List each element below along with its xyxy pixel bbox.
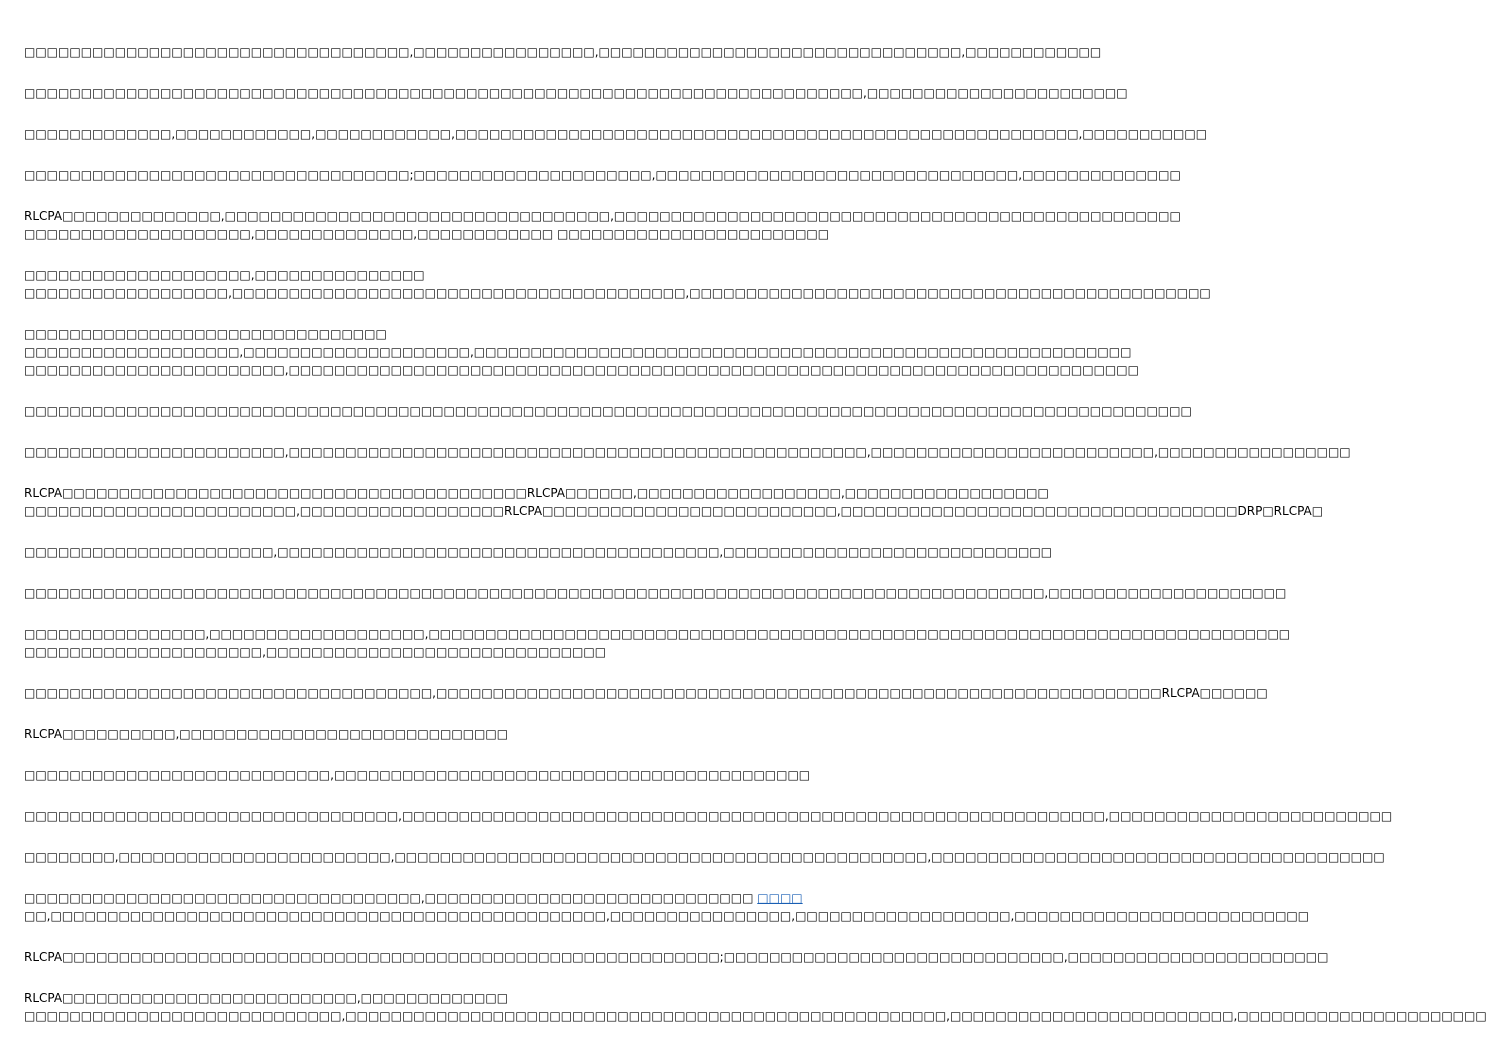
text-line: □□□□□□□□□□□□□□□□□□□□□□□□□□□□,□□□□□□□□□□□□□□□□□□□□□□□□□□□□□□□□□□□□□□□□□□□□□□□□□□□□□,□□□□□□□□□□□□□□□□□□□□□□□□□,□□□□□□□□□□□□□□□□□□□□□□ — [24, 1009, 1487, 1023]
text-line: □□□□□□□□□□□□□□□□□□□□□,□□□□□□□□□□□□□□□□□□□□□□□□□□□□□□ — [24, 645, 607, 659]
text-line: □□□□□□□□□□□□□□□□,□□□□□□□□□□□□□□□□□□□,□□□□□□□□□□□□□□□□□□□□□□□□□□□□□□□□□□□□□□□□□□□□□□□□□□□□□□□□□□□□□□□□□□□□□□□□□□□□ — [24, 627, 1291, 641]
text-line: □□□□□□□□□□□□□□□□□□□□□□□□□□□□□□□□□□□□□□□□□□□□□□□□□□□□□□□□□□□□□□□□□□□□□□□□□□□□□□□□□□□□□□□□□□□□□□□□□□□□□□□ — [24, 404, 1192, 418]
paragraph — [24, 948, 1329, 966]
paragraph — [24, 889, 1310, 925]
paragraph — [24, 484, 1324, 520]
text-line: □□□□□□□□□□□□□□□□□□□□□□□□□□□□□□□□□□□□,□□□□□□□□□□□□□□□□□□□□□□□□□□□□□□□□□□□□□□□□□□□□□□□□□□□□□□□□□□□□□□□□RLCPA□□□□□□ — [24, 686, 1268, 700]
text-line: □□□□□□□□,□□□□□□□□□□□□□□□□□□□□□□□□,□□□□□□□□□□□□□□□□□□□□□□□□□□□□□□□□□□□□□□□□□□□□□□□,□□□□□□□□□□□□□□□□□□□□□□□□□□□□□□□□□□□□□□□□ — [24, 850, 1385, 864]
text-line: □□□□□□□□□□□□□□□□□□□□□□□□□□□□□□□□ — [24, 327, 387, 341]
text-line: □□□□□□□□□□□□□□□□□□□□□□□□□□□□□□□□□□,□□□□□□□□□□□□□□□□,□□□□□□□□□□□□□□□□□□□□□□□□□□□□□□□□,□□□□□□□□□□□□ — [24, 45, 1102, 59]
text-line: □□□□□□□□□□□□□□□□□□□□□□□,□□□□□□□□□□□□□□□□□□□□□□□□□□□□□□□□□□□□□□□□□□□□□□□□□□□,□□□□□□□□□□□□□□□□□□□□□□□□□,□□□□□□□□□□□□□□□□□ — [24, 445, 1351, 459]
paragraph — [24, 989, 1487, 1025]
paragraph — [24, 725, 720, 743]
paragraph — [24, 584, 1287, 602]
text-line: □□□□□□□□□□□□□,□□□□□□□□□□□□,□□□□□□□□□□□□,□□□□□□□□□□□□□□□□□□□□□□□□□□□□□□□□□□□□□□□□□□□□□□□□□□□□□□□,□□□□□□□□□□□ — [24, 127, 1208, 141]
text-line: RLCPA□□□□□□□□□□,□□□□□□□□□□□□□□□□□□□□□□□□□□□□□ — [24, 727, 509, 741]
text-line: RLCPA□□□□□□□□□□□□□□,□□□□□□□□□□□□□□□□□□□□□□□□□□□□□□□□□□,□□□□□□□□□□□□□□□□□□□□□□□□□□□□□□□□□□□□□□□□□□□□□□□□□□ — [24, 209, 1181, 223]
text-line: □□□□□□□□□□□□□□□□□□□□,□□□□□□□□□□□□□□,□□□□□□□□□□□□ □□□□□□□□□□□□□□□□□□□□□□□□ — [24, 227, 830, 241]
paragraph — [24, 625, 1291, 661]
text-line — [24, 889, 803, 907]
paragraph — [24, 125, 1208, 143]
paragraph — [24, 43, 1102, 61]
text-line: □□□□□□□□□□□□□□□□□□□□□□□□□□□□□□□□□□;□□□□□□□□□□□□□□□□□□□□□,□□□□□□□□□□□□□□□□□□□□□□□□□□□□□□□□,□□□□□□□□□□□□□□ — [24, 168, 1181, 182]
paragraph — [24, 266, 1211, 302]
text-line: □□□□□□□□□□□□□□□□□□□□□□□,□□□□□□□□□□□□□□□□□□□□□□□□□□□□□□□□□□□□□□□□□□□□□□□□□□□□□□□□□□□□□□□□□□□□□□□□□□□ — [24, 363, 1139, 377]
text-line: □□□□□□□□□□□□□□□□□□□□□□□□□□□□□□□□□□□□□□□□□□□□□□□□□□□□□□□□□□□□□□□□□□□□□□□□□□,□□□□□□□□□□□□□□□□□□□□□□□ — [24, 86, 1128, 100]
text-line: □□□□□□□□□□□□□□□□□□□□,□□□□□□□□□□□□□□□ — [24, 268, 425, 282]
paragraph — [24, 325, 1139, 379]
text-line: RLCPA□□□□□□□□□□□□□□□□□□□□□□□□□□□□□□□□□□□□□□□□□RLCPA□□□□□□,□□□□□□□□□□□□□□□□□□,□□□□□□□□□□□□□□□□□□ — [24, 486, 1049, 500]
paragraph — [24, 443, 1351, 461]
text-line: RLCPA□□□□□□□□□□□□□□□□□□□□□□□□□□□□□□□□□□□□□□□□□□□□□□□□□□□□□□□□□□;□□□□□□□□□□□□□□□□□□□□□□□□□□□□□□,□□□□□□□□□□□□□□□□□□□□□□□ — [24, 950, 1329, 964]
text-line: □□□□□□□□□□□□□□□□□□□□□□□□□□□,□□□□□□□□□□□□□□□□□□□□□□□□□□□□□□□□□□□□□□□□□□ — [24, 768, 811, 782]
inline-link[interactable]: □□□□ — [757, 891, 803, 905]
text-line: □□,□□□□□□□□□□□□□□□□□□□□□□□□□□□□□□□□□□□□□□□□□□□□□□□□□,□□□□□□□□□□□□□□□□,□□□□□□□□□□□□□□□□□□□,□□□□□□□□□□□□□□□□□□□□□□□□□□ — [24, 909, 1310, 923]
text-line: □□□□□□□□□□□□□□□□□□□□□□□□□□□□□□□□□□□□□□□□□□□□□□□□□□□□□□□□□□□□□□□□□□□□□□□□□□□□□□□□□□□□□□□□□□,□□□□□□□□□□□□□□□□□□□□□ — [24, 586, 1287, 600]
paragraph — [24, 84, 1128, 102]
paragraph — [24, 766, 811, 784]
paragraph — [24, 402, 1192, 420]
text-line: □□□□□□□□□□□□□□□□□□□□□□,□□□□□□□□□□□□□□□□□□□□□□□□□□□□□□□□□□□□□□□,□□□□□□□□□□□□□□□□□□□□□□□□□□□□□ — [24, 545, 1053, 559]
paragraph — [24, 543, 1053, 561]
text-line: □□□□□□□□□□□□□□□□□□□□□□□□,□□□□□□□□□□□□□□□□□□RLCPA□□□□□□□□□□□□□□□□□□□□□□□□□□,□□□□□□□□□□□□□□□□□□□□□□□□□□□□□□□□□□□DRP□RLCPA□ — [24, 504, 1324, 518]
paragraph — [24, 684, 1268, 702]
text-line: RLCPA□□□□□□□□□□□□□□□□□□□□□□□□□□,□□□□□□□□□□□□□ — [24, 991, 509, 1005]
paragraph — [24, 807, 1393, 825]
paragraph — [24, 207, 1181, 243]
text-line: □□□□□□□□□□□□□□□□□□,□□□□□□□□□□□□□□□□□□□□□□□□□□□□□□□□□□□□□□□□,□□□□□□□□□□□□□□□□□□□□□□□□□□□□□□□□□□□□□□□□□□□□□□ — [24, 286, 1211, 300]
text-line: □□□□□□□□□□□□□□□□□□□□□□□□□□□□□□□□□,□□□□□□□□□□□□□□□□□□□□□□□□□□□□□□□□□□□□□□□□□□□□□□□□□□□□□□□□□□□□□□,□□□□□□□□□□□□□□□□□□□□□□□□□ — [24, 809, 1393, 823]
document-body — [24, 43, 1487, 1048]
paragraph — [24, 848, 1385, 866]
paragraph — [24, 166, 1181, 184]
text-line: □□□□□□□□□□□□□□□□□□□,□□□□□□□□□□□□□□□□□□□□,□□□□□□□□□□□□□□□□□□□□□□□□□□□□□□□□□□□□□□□□□□□□□□□□□□□□□□□□□□ — [24, 345, 1132, 359]
text-segment: □□□□□□□□□□□□□□□□□□□□□□□□□□□□□□□□□□□,□□□□□□□□□□□□□□□□□□□□□□□□□□□□□ — [24, 891, 758, 905]
